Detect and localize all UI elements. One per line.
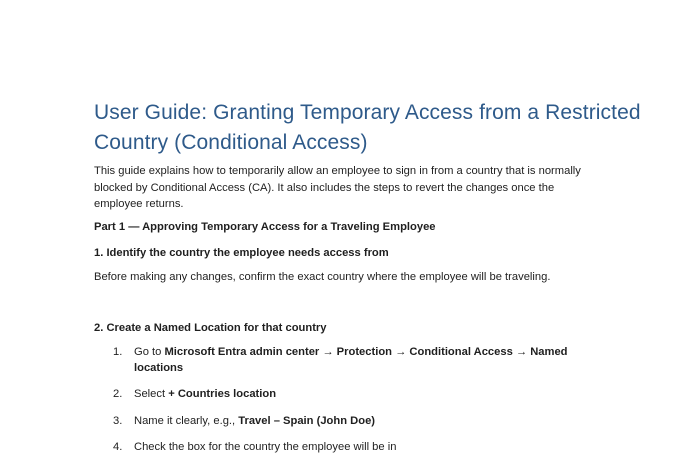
intro-paragraph: This guide explains how to temporarily allow an employee to sign in from a country that is normally blocked by Conditional Access (CA). It also includes the steps to revert the changes once the employee returns. bbox=[94, 165, 581, 210]
list-item-text: Check the box for the country the employee will be in bbox=[134, 441, 397, 453]
list-item-number: 3. bbox=[113, 414, 123, 427]
list-item-number: 4. bbox=[113, 441, 123, 453]
list-item bbox=[113, 345, 573, 376]
list-item-text: Name it clearly, e.g., bbox=[134, 414, 239, 427]
step2-heading: 2. Create a Named Location for that country bbox=[94, 322, 327, 334]
document-title: User Guide: Granting Temporary Access from a Restricted Country (Conditional Access) bbox=[94, 101, 641, 154]
list-item-text: Go to bbox=[134, 346, 165, 358]
list-item bbox=[113, 440, 573, 456]
list-item-bold: Travel – Spain (John Doe) bbox=[238, 414, 376, 427]
part1-heading: Part 1 — Approving Temporary Access for a Traveling Employee bbox=[94, 221, 436, 233]
list-item-number: 2. bbox=[113, 388, 123, 400]
list-item bbox=[113, 414, 573, 430]
step1-body: Before making any changes, confirm the exact country where the employee will be traveling. bbox=[94, 271, 551, 283]
list-item bbox=[113, 387, 573, 403]
list-item-bold: Microsoft Entra admin center → Protection → Conditional Access → Named locations bbox=[134, 346, 568, 374]
list-item-number: 1. bbox=[113, 346, 123, 358]
list-item-bold: + Countries location bbox=[168, 388, 277, 400]
list-item-text: Select bbox=[134, 388, 169, 400]
step1-heading: 1. Identify the country the employee needs access from bbox=[94, 247, 389, 259]
step2-list bbox=[113, 345, 573, 467]
